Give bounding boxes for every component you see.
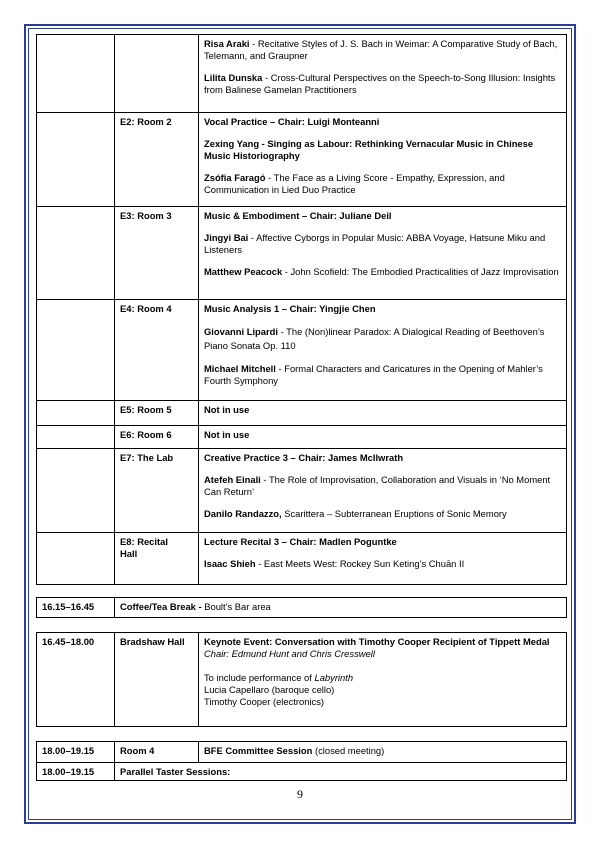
paper-title: - Singing as Labour: Rethinking Vernacular Music in Chinese Music Historiography xyxy=(204,138,534,161)
paper-entry xyxy=(204,266,561,278)
table-row xyxy=(37,449,567,533)
session-e-table xyxy=(36,34,567,585)
session-title: Lecture Recital 3 – Chair: Madlen Poguntke xyxy=(204,536,397,547)
session-title: Not in use xyxy=(199,426,567,449)
performance-note xyxy=(204,672,561,684)
paper-entry xyxy=(204,474,561,498)
speaker-name: Zexing Yang xyxy=(204,138,260,149)
time-cell: 18.00–19.15 xyxy=(37,742,115,763)
performer: Lucia Capellaro (baroque cello) xyxy=(204,684,335,695)
keynote-chairs: Chair: Edmund Hunt and Chris Cresswell xyxy=(204,648,375,659)
session-title: Music Analysis 1 – Chair: Yingjie Chen xyxy=(204,303,376,314)
paper-entry xyxy=(204,38,561,62)
performer: Timothy Cooper (electronics) xyxy=(204,696,325,707)
table-row xyxy=(37,598,567,618)
paper-entry xyxy=(204,558,561,570)
time-cell: 16.45–18.00 xyxy=(37,633,115,727)
event-cell xyxy=(115,598,567,618)
table-row xyxy=(37,113,567,207)
table-row xyxy=(37,35,567,113)
session-details xyxy=(199,633,567,727)
event-note: (closed meeting) xyxy=(312,745,385,756)
speaker-name: Zsófia Faragó xyxy=(204,172,266,183)
paper-entry xyxy=(204,508,561,520)
page-number: 9 xyxy=(297,787,303,801)
keynote-table xyxy=(36,632,567,727)
paper-entry xyxy=(204,172,561,196)
table-row xyxy=(37,300,567,401)
session-details xyxy=(199,449,567,533)
performance-work: Labyrinth xyxy=(314,672,354,683)
speaker-name: Jingyi Bai xyxy=(204,232,249,243)
room-label: E3: Room 3 xyxy=(115,207,199,300)
paper-title: - John Scofield: The Embodied Practicalities of Jazz Improvisation xyxy=(282,266,559,277)
session-details xyxy=(199,113,567,207)
paper-entry xyxy=(204,72,561,96)
room-label: E7: The Lab xyxy=(115,449,199,533)
room-label: E5: Room 5 xyxy=(115,401,199,426)
event-cell xyxy=(199,742,567,763)
speaker-name: Atefeh Einali xyxy=(204,474,261,485)
speaker-name: Risa Araki xyxy=(204,38,250,49)
evening-table xyxy=(36,741,567,781)
table-row xyxy=(37,533,567,585)
room-label: E2: Room 2 xyxy=(115,113,199,207)
time-cell: 16.15–16.45 xyxy=(37,598,115,618)
session-details xyxy=(199,207,567,300)
speaker-name: Michael Mitchell xyxy=(204,363,276,374)
paper-title: - Recitative Styles of J. S. Bach in Weimar: A Comparative Study of Bach, Telemann, and Graupner xyxy=(204,38,558,61)
coffee-break-table xyxy=(36,597,567,618)
paper-title: - East Meets West: Rockey Sun Keting’s Chuān II xyxy=(255,558,465,569)
table-row xyxy=(37,742,567,763)
table-row xyxy=(37,633,567,727)
room-label: Bradshaw Hall xyxy=(115,633,199,727)
paper-entry xyxy=(204,232,561,256)
paper-title: - The Face as a Living Score - Empathy, Expression, and Communication in Lied Duo Practice xyxy=(204,172,505,195)
table-row xyxy=(37,207,567,300)
paper-title: Scarittera – Subterranean Eruptions of Sonic Memory xyxy=(281,508,507,519)
table-row xyxy=(37,763,567,781)
session-title: Vocal Practice – Chair: Luigi Monteanni xyxy=(204,116,380,127)
session-details xyxy=(199,300,567,401)
keynote-title: Keynote Event: Conversation with Timothy Cooper Recipient of Tippett Medal xyxy=(204,636,550,647)
room-label: Room 4 xyxy=(115,742,199,763)
speaker-name: Danilo Randazzo, xyxy=(204,508,282,519)
event-location: Boult’s Bar area xyxy=(204,601,271,612)
paper-entry xyxy=(204,325,561,353)
speaker-name: Giovanni Lipardi xyxy=(204,326,278,337)
table-row xyxy=(37,401,567,426)
room-label: E4: Room 4 xyxy=(115,300,199,401)
performance-prefix: To include performance of xyxy=(204,672,315,683)
speaker-name: Lilita Dunska xyxy=(204,72,263,83)
event-cell: Parallel Taster Sessions: xyxy=(115,763,567,781)
session-title: Music & Embodiment – Chair: Juliane Deil xyxy=(204,210,392,221)
session-title: Not in use xyxy=(199,401,567,426)
table-row xyxy=(37,426,567,449)
room-label: E8: Recital Hall xyxy=(115,533,199,585)
time-cell: 18.00–19.15 xyxy=(37,763,115,781)
paper-title: - Affective Cyborgs in Popular Music: ABBA Voyage, Hatsune Miku and Listeners xyxy=(204,232,546,255)
session-details xyxy=(199,533,567,585)
session-title: Creative Practice 3 – Chair: James McIlwrath xyxy=(204,452,404,463)
speaker-name: Matthew Peacock xyxy=(204,266,283,277)
paper-title: - Cross-Cultural Perspectives on the Speech-to-Song Illusion: Insights from Balinese Gamelan Practitioners xyxy=(204,72,556,95)
room-label: E6: Room 6 xyxy=(115,426,199,449)
paper-title: - Formal Characters and Caricatures in the Opening of Mahler’s Fourth Symphony xyxy=(204,363,543,386)
paper-entry xyxy=(204,363,561,387)
paper-entry xyxy=(204,138,561,162)
event-title: Coffee/Tea Break - xyxy=(120,601,205,612)
paper-title: - The Role of Improvisation, Collaboration and Visuals in ‘No Moment Can Return’ xyxy=(204,474,551,497)
event-title: BFE Committee Session xyxy=(204,745,313,756)
session-details xyxy=(199,35,567,113)
speaker-name: Isaac Shieh xyxy=(204,558,256,569)
paper-title: - The (Non)linear Paradox: A Dialogical Reading of Beethoven’s Piano Sonata Op. 110 xyxy=(204,326,545,351)
